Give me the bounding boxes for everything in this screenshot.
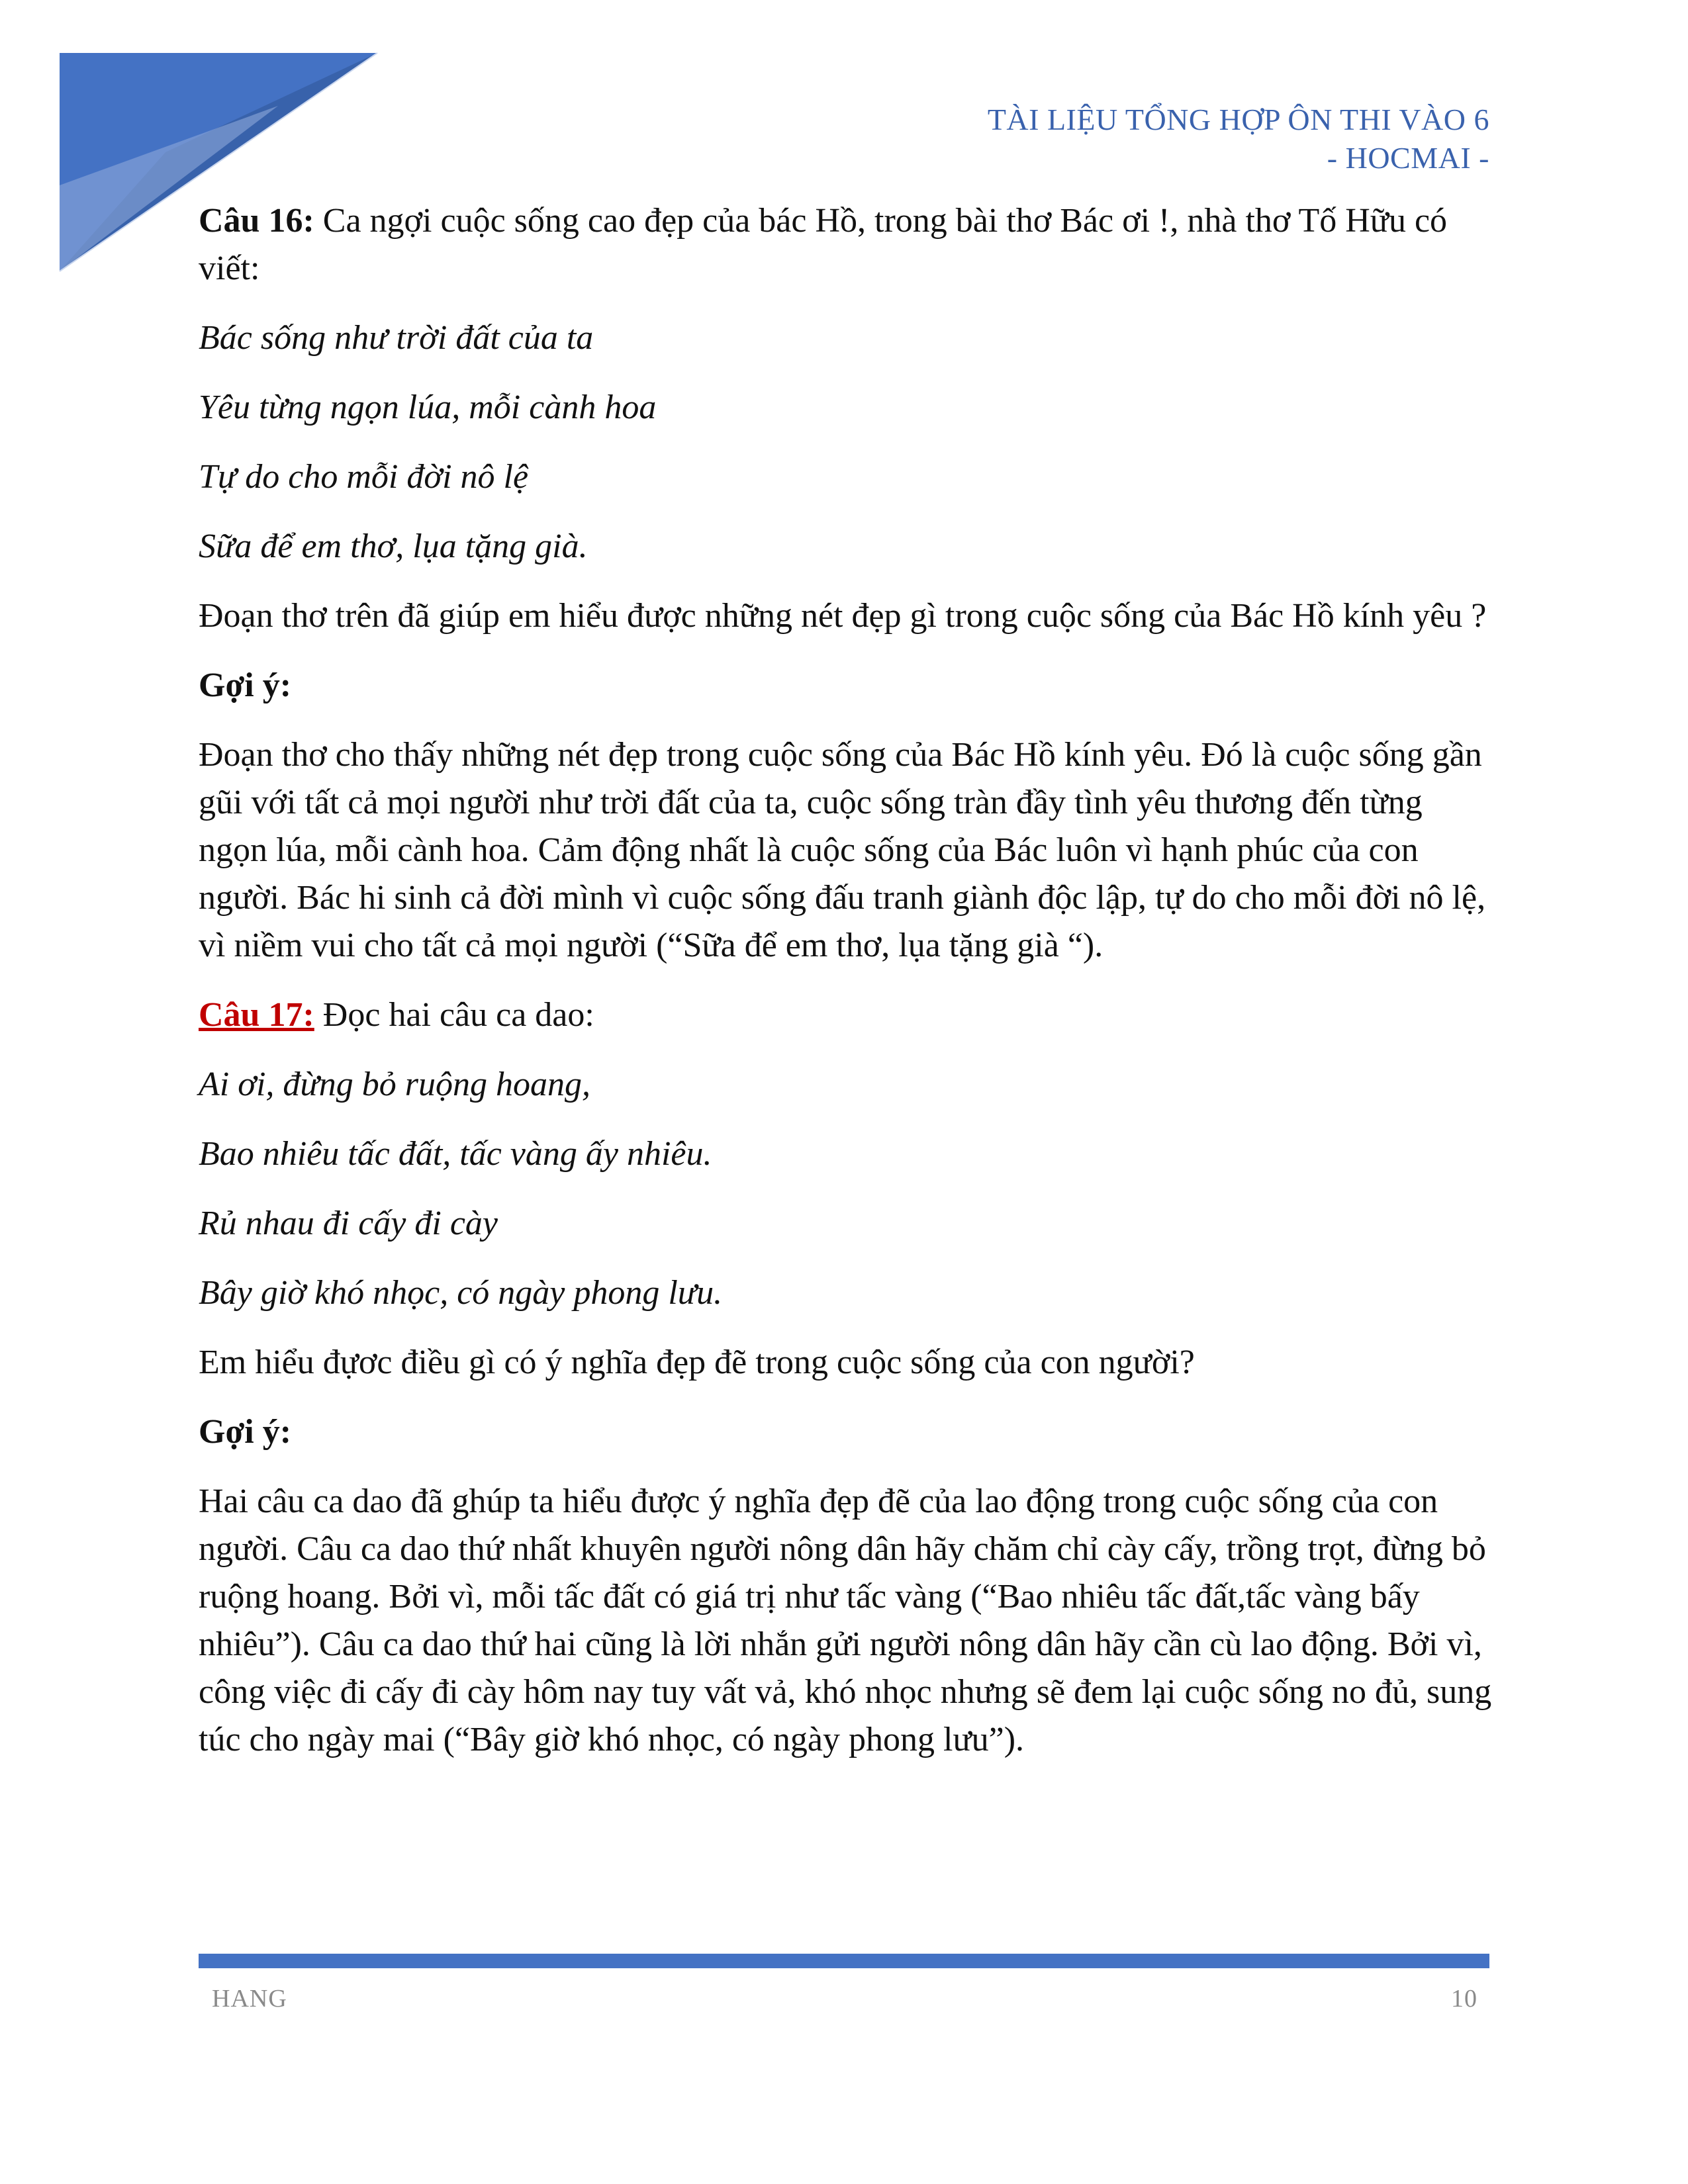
- q17-poem-line-4: Bây giờ khó nhọc, có ngày phong lưu.: [199, 1274, 723, 1312]
- footer-author: HANG: [212, 1985, 287, 2013]
- document-body: [199, 197, 1496, 1786]
- q16-poem-line-2: Yêu từng ngọn lúa, mỗi cành hoa: [199, 388, 657, 426]
- q16-prompt: [199, 197, 1496, 293]
- q16-poem-line-3: Tự do cho mỗi đời nô lệ: [199, 458, 529, 496]
- q17-question: Em hiểu đựơc điều gì có ý nghĩa đẹp đẽ trong cuộc sống của con người?: [199, 1343, 1195, 1381]
- q16-hint: Đoạn thơ cho thấy những nét đẹp trong cuộc sống của Bác Hồ kính yêu. Đó là cuộc sống gần gũi với tất cả mọi người như trời đất của ta, cuộc sống tràn đầy tình yêu thương đến từng ngọn lúa, mỗi cành hoa. Cảm động nhất là cuộc sống của Bác luôn vì hạnh phúc của con người. Bác hi sinh cả đời mình vì cuộc sống đấu tranh giành độc lập, tự do cho mỗi đời nô lệ, vì niềm vui cho tất cả mọi người (“Sữa để em thơ, lụa tặng già “).: [199, 736, 1486, 964]
- footer-rule: [199, 1954, 1489, 1968]
- q17-poem-line-1: Ai ơi, đừng bỏ ruộng hoang,: [199, 1066, 591, 1103]
- page-number: 10: [1451, 1985, 1477, 2013]
- q16-text: Ca ngợi cuộc sống cao đẹp của bác Hồ, trong bài thơ Bác ơi !, nhà thơ Tố Hữu có viết:: [199, 202, 1448, 287]
- q17-text: Đọc hai câu ca dao:: [314, 996, 594, 1034]
- q17-hint: Hai câu ca dao đã ghúp ta hiểu được ý nghĩa đẹp đẽ của lao động trong cuộc sống của con người. Câu ca dao thứ nhất khuyên người nông dân hãy chăm chỉ cày cấy, trồng trọt, đừng bỏ ruộng hoang. Bởi vì, mỗi tấc đất có giá trị như tấc vàng (“Bao nhiêu tấc đất,tấc vàng bấy nhiêu”). Câu ca dao thứ hai cũng là lời nhắn gửi người nông dân hãy cần cù lao động. Bởi vì, công việc đi cấy đi cày hôm nay tuy vất vả, khó nhọc nhưng sẽ đem lại cuộc sống no đủ, sung túc cho ngày mai (“Bây giờ khó nhọc, có ngày phong lưu”).: [199, 1482, 1492, 1758]
- header-subtitle: - HOCMAI -: [1327, 141, 1489, 175]
- q17-label: Câu 17:: [199, 996, 314, 1034]
- q16-poem-line-1: Bác sống như trời đất của ta: [199, 319, 594, 357]
- page-header: [988, 101, 1489, 177]
- q17-poem-line-2: Bao nhiêu tấc đất, tấc vàng ấy nhiêu.: [199, 1135, 712, 1173]
- q16-question: Đoạn thơ trên đã giúp em hiểu được những nét đẹp gì trong cuộc sống của Bác Hồ kính yêu ?: [199, 597, 1487, 635]
- q17-prompt: [199, 991, 1496, 1039]
- header-title: TÀI LIỆU TỔNG HỢP ÔN THI VÀO 6: [987, 103, 1489, 136]
- q17-poem-line-3: Rủ nhau đi cấy đi cày: [199, 1205, 498, 1242]
- q16-label: Câu 16:: [199, 202, 314, 240]
- q16-hint-label: Gợi ý:: [199, 666, 292, 704]
- q17-hint-label: Gợi ý:: [199, 1413, 292, 1451]
- q16-poem-line-4: Sữa để em thơ, lụa tặng già.: [199, 527, 588, 565]
